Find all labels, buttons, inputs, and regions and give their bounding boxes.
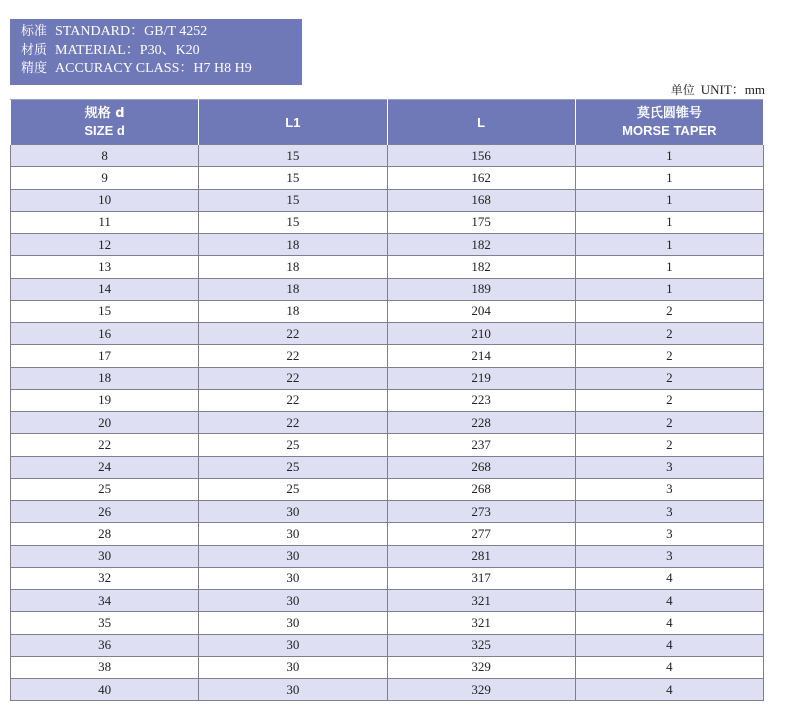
cell-l: 228 (387, 412, 575, 434)
cell-morse-taper: 3 (575, 456, 763, 478)
cell-morse-taper: 2 (575, 412, 763, 434)
cell-morse-taper: 2 (575, 367, 763, 389)
cell-l: 325 (387, 634, 575, 656)
cell-l1: 22 (199, 389, 387, 411)
cell-morse-taper: 2 (575, 323, 763, 345)
cell-l1: 30 (199, 545, 387, 567)
cell-l: 281 (387, 545, 575, 567)
cell-size: 10 (11, 189, 199, 211)
header-size-en: SIZE d (84, 123, 125, 138)
cell-l: 277 (387, 523, 575, 545)
table-body (11, 145, 764, 701)
cell-l: 219 (387, 367, 575, 389)
cell-l1: 22 (199, 323, 387, 345)
table-row (11, 367, 764, 389)
table-row (11, 612, 764, 634)
cell-l1: 25 (199, 478, 387, 500)
cell-size: 40 (11, 679, 199, 701)
table-row (11, 167, 764, 189)
cell-size: 36 (11, 634, 199, 656)
cell-size: 35 (11, 612, 199, 634)
cell-l1: 30 (199, 679, 387, 701)
cell-morse-taper: 2 (575, 345, 763, 367)
header-morse-cn: 莫氏圆锥号 (636, 106, 702, 121)
cell-size: 14 (11, 278, 199, 300)
cell-size: 13 (11, 256, 199, 278)
cell-l: 223 (387, 389, 575, 411)
cell-l: 321 (387, 590, 575, 612)
header-size (11, 100, 199, 145)
cell-l1: 15 (199, 211, 387, 233)
cell-morse-taper: 1 (575, 189, 763, 211)
spec-material-text: MATERIAL：P30、K20 (55, 42, 200, 58)
cell-size: 17 (11, 345, 199, 367)
cell-morse-taper: 3 (575, 478, 763, 500)
cell-l: 182 (387, 256, 575, 278)
table-row (11, 434, 764, 456)
cell-l: 189 (387, 278, 575, 300)
cell-l1: 22 (199, 367, 387, 389)
cell-size: 20 (11, 412, 199, 434)
spec-accuracy (21, 60, 302, 79)
cell-l1: 15 (199, 189, 387, 211)
table-row (11, 234, 764, 256)
spec-accuracy-cn: 精度 (21, 61, 48, 76)
spec-material (21, 42, 302, 61)
cell-size: 18 (11, 367, 199, 389)
cell-size: 28 (11, 523, 199, 545)
cell-morse-taper: 1 (575, 234, 763, 256)
table-row (11, 189, 764, 211)
table-row (11, 456, 764, 478)
cell-l: 214 (387, 345, 575, 367)
table-row (11, 679, 764, 701)
cell-l: 204 (387, 300, 575, 322)
cell-morse-taper: 4 (575, 634, 763, 656)
header-l1-en: L1 (285, 114, 301, 130)
table-row (11, 545, 764, 567)
cell-size: 8 (11, 145, 199, 167)
cell-size: 12 (11, 234, 199, 256)
table-row (11, 211, 764, 233)
cell-l1: 30 (199, 590, 387, 612)
unit-cn: 单位 (670, 83, 695, 97)
cell-l: 317 (387, 567, 575, 589)
unit-text: UNIT：mm (700, 82, 765, 97)
cell-l: 182 (387, 234, 575, 256)
table-row (11, 256, 764, 278)
cell-size: 34 (11, 590, 199, 612)
cell-l1: 18 (199, 278, 387, 300)
table-row (11, 478, 764, 500)
cell-morse-taper: 1 (575, 145, 763, 167)
cell-l1: 18 (199, 234, 387, 256)
spec-material-cn: 材质 (21, 42, 48, 58)
cell-size: 32 (11, 567, 199, 589)
header-l1 (199, 100, 387, 145)
table-row (11, 323, 764, 345)
table-row (11, 590, 764, 612)
cell-l: 210 (387, 323, 575, 345)
cell-morse-taper: 1 (575, 167, 763, 189)
cell-morse-taper: 2 (575, 300, 763, 322)
cell-morse-taper: 4 (575, 567, 763, 589)
unit-label (671, 79, 765, 98)
table-row (11, 278, 764, 300)
cell-size: 15 (11, 300, 199, 322)
cell-size: 22 (11, 434, 199, 456)
cell-size: 19 (11, 389, 199, 411)
size-table (10, 99, 764, 701)
cell-size: 30 (11, 545, 199, 567)
table-row (11, 567, 764, 589)
cell-morse-taper: 4 (575, 590, 763, 612)
cell-l1: 18 (199, 300, 387, 322)
cell-l1: 30 (199, 501, 387, 523)
cell-size: 26 (11, 501, 199, 523)
cell-l1: 18 (199, 256, 387, 278)
table-row (11, 412, 764, 434)
spec-standard (21, 23, 302, 42)
cell-l: 162 (387, 167, 575, 189)
table-row (11, 300, 764, 322)
header-morse-en: MORSE TAPER (622, 123, 717, 138)
cell-morse-taper: 3 (575, 501, 763, 523)
cell-size: 38 (11, 656, 199, 678)
cell-l1: 30 (199, 612, 387, 634)
header-l (387, 100, 575, 145)
table-row (11, 145, 764, 167)
cell-l1: 15 (199, 145, 387, 167)
table-header-row (11, 100, 764, 145)
cell-morse-taper: 2 (575, 434, 763, 456)
table-row (11, 345, 764, 367)
cell-l1: 30 (199, 634, 387, 656)
cell-morse-taper: 4 (575, 612, 763, 634)
table-row (11, 634, 764, 656)
cell-morse-taper: 4 (575, 656, 763, 678)
cell-morse-taper: 2 (575, 389, 763, 411)
spec-standard-text: STANDARD：GB/T 4252 (55, 24, 208, 39)
cell-l1: 30 (199, 567, 387, 589)
header-size-cn: 规格 d (84, 106, 125, 121)
cell-morse-taper: 4 (575, 679, 763, 701)
cell-l: 268 (387, 478, 575, 500)
cell-l: 321 (387, 612, 575, 634)
cell-l: 329 (387, 679, 575, 701)
cell-l1: 25 (199, 456, 387, 478)
cell-l: 237 (387, 434, 575, 456)
table-row (11, 501, 764, 523)
spec-box (10, 19, 302, 85)
cell-l: 329 (387, 656, 575, 678)
cell-l1: 30 (199, 656, 387, 678)
cell-l1: 25 (199, 434, 387, 456)
header-l-en: L (477, 114, 486, 130)
cell-l1: 30 (199, 523, 387, 545)
cell-size: 9 (11, 167, 199, 189)
cell-l: 268 (387, 456, 575, 478)
cell-morse-taper: 1 (575, 211, 763, 233)
cell-l1: 15 (199, 167, 387, 189)
cell-size: 24 (11, 456, 199, 478)
cell-size: 25 (11, 478, 199, 500)
cell-size: 16 (11, 323, 199, 345)
spec-accuracy-text: ACCURACY CLASS：H7 H8 H9 (55, 61, 252, 76)
cell-l: 156 (387, 145, 575, 167)
cell-l: 168 (387, 189, 575, 211)
cell-size: 11 (11, 211, 199, 233)
table-row (11, 523, 764, 545)
cell-morse-taper: 3 (575, 523, 763, 545)
cell-l: 175 (387, 211, 575, 233)
cell-morse-taper: 3 (575, 545, 763, 567)
cell-l: 273 (387, 501, 575, 523)
cell-morse-taper: 1 (575, 278, 763, 300)
cell-morse-taper: 1 (575, 256, 763, 278)
table-row (11, 656, 764, 678)
spec-standard-cn: 标准 (21, 24, 48, 39)
table-row (11, 389, 764, 411)
cell-l1: 22 (199, 412, 387, 434)
header-morse (575, 100, 763, 145)
cell-l1: 22 (199, 345, 387, 367)
